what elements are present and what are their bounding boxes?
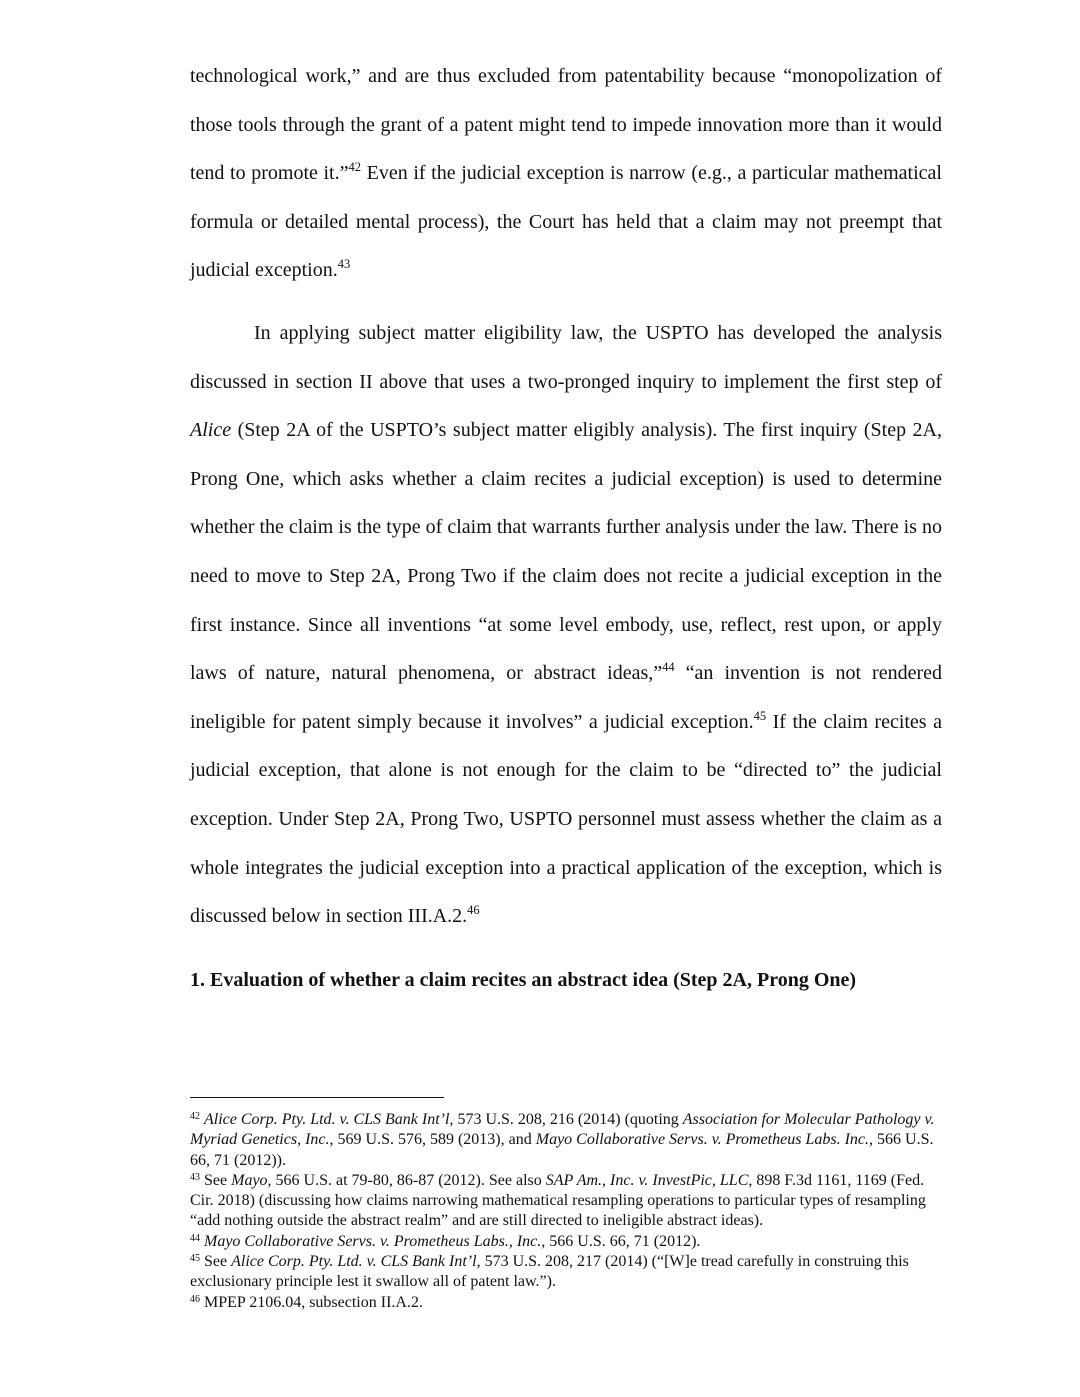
- footnote-ref-44: 44: [662, 660, 675, 675]
- footnote-44-text-b: , 566 U.S. 66, 71 (2012).: [541, 1232, 701, 1250]
- paragraph-2-text-d: If the claim recites a judicial exception, that alone is not enough for the claim to be “directed to” the judicial exception. Under Step 2A, Prong Two, USPTO personnel must assess whether the claim as a whole integrates the judicial exception into a practical application of the exception, which is discussed below in section III.A.2.: [190, 710, 942, 928]
- footnote-46-text-a: MPEP 2106.04, subsection II.A.2.: [200, 1293, 423, 1311]
- footnote-divider: [190, 1097, 444, 1098]
- footnote-42-case-a: Alice Corp. Pty. Ltd. v. CLS Bank Int’l: [204, 1111, 450, 1128]
- footnote-number-42: 42: [190, 1111, 200, 1122]
- paragraph-2-text-a: In applying subject matter eligibility law, the USPTO has developed the analysis discussed in section II above that uses a two-pronged inquiry to implement the first step of: [190, 321, 942, 393]
- paragraph-1-text-a: technological work,” and are thus excluded from patentability because “monopolization of those tools through the grant of a patent might tend to impede innovation more than it would tend to promote it.”: [190, 65, 942, 185]
- footnote-45-case-b: Alice Corp. Pty. Ltd. v. CLS Bank Int’l: [231, 1253, 477, 1271]
- footnote-45: [190, 1252, 942, 1293]
- footnote-ref-43: 43: [337, 257, 351, 272]
- footnote-43-text-a: See: [200, 1171, 232, 1189]
- footnote-43-case-d: SAP Am., Inc. v. InvestPic, LLC: [545, 1171, 749, 1189]
- footnote-42-case-c: Association for Molecular Pathology v. Myriad Genetics, Inc.: [190, 1111, 935, 1149]
- footnote-43: [190, 1171, 942, 1232]
- case-name-alice: Alice: [190, 419, 232, 442]
- footnote-42: [190, 1110, 942, 1171]
- footnote-number-45: 45: [190, 1253, 200, 1265]
- footnote-number-46: 46: [190, 1293, 200, 1305]
- footnote-ref-46: 46: [467, 903, 480, 918]
- footnote-number-44: 44: [190, 1232, 200, 1244]
- body-text: [190, 52, 942, 941]
- paragraph-2: [190, 309, 942, 941]
- paragraph-2-text-b: (Step 2A of the USPTO’s subject matter eligibly analysis). The first inquiry (Step 2A, Prong One, which asks whether a claim recites a judicial exception) is used to determine whether the claim is the type of claim that warrants further analysis under the law. There is no need to move to Step 2A, Prong Two if the claim does not recite a judicial exception in the first instance. Since all inventions “at some level embody, use, reflect, rest upon, or apply laws of nature, natural phenomena, or abstract ideas,”: [190, 419, 942, 685]
- footnote-43-text-e: , 898 F.3d 1161, 1169 (Fed. Cir. 2018) (discussing how claims narrowing mathematical resampling operations to particular types of resampling “add nothing outside the abstract realm” and are still directed to ineligible abstract ideas).: [190, 1171, 926, 1230]
- footnote-ref-45: 45: [753, 708, 767, 723]
- paragraph-1: [190, 52, 942, 295]
- footnote-44: [190, 1232, 942, 1252]
- footnote-46: [190, 1293, 942, 1313]
- footnote-42-text-f: , 566 U.S. 66, 71 (2012)).: [190, 1131, 934, 1169]
- footnote-45-text-c: , 573 U.S. 208, 217 (2014) (“[W]e tread carefully in construing this exclusionary principle lest it swallow all of patent law.”).: [190, 1253, 909, 1291]
- footnote-42-text-b: , 573 U.S. 208, 216 (2014) (quoting: [449, 1111, 683, 1128]
- paragraph-1-text-b: Even if the judicial exception is narrow (e.g., a particular mathematical formula or detailed mental process), the Court has held that a claim may not preempt that judicial exception.: [190, 162, 942, 282]
- paragraph-2-text-c: “an invention is not rendered ineligible for patent simply because it involves” a judicial exception.: [190, 662, 942, 733]
- footnote-43-case-b: Mayo: [231, 1171, 268, 1189]
- footnote-42-case-e: Mayo Collaborative Servs. v. Prometheus Labs. Inc.: [535, 1131, 870, 1149]
- footnote-43-text-c: , 566 U.S. at 79-80, 86-87 (2012). See also: [267, 1171, 546, 1189]
- footnote-45-text-a: See: [200, 1253, 232, 1271]
- footnote-number-43: 43: [190, 1171, 200, 1183]
- footnote-44-case-a: Mayo Collaborative Servs. v. Prometheus Labs., Inc.: [204, 1232, 542, 1250]
- section-heading: 1. Evaluation of whether a claim recites an abstract idea (Step 2A, Prong One): [190, 969, 857, 991]
- footnote-42-text-d: , 569 U.S. 576, 589 (2013), and: [329, 1131, 536, 1149]
- footnote-ref-42: 42: [348, 160, 361, 175]
- footnotes: [190, 1110, 942, 1313]
